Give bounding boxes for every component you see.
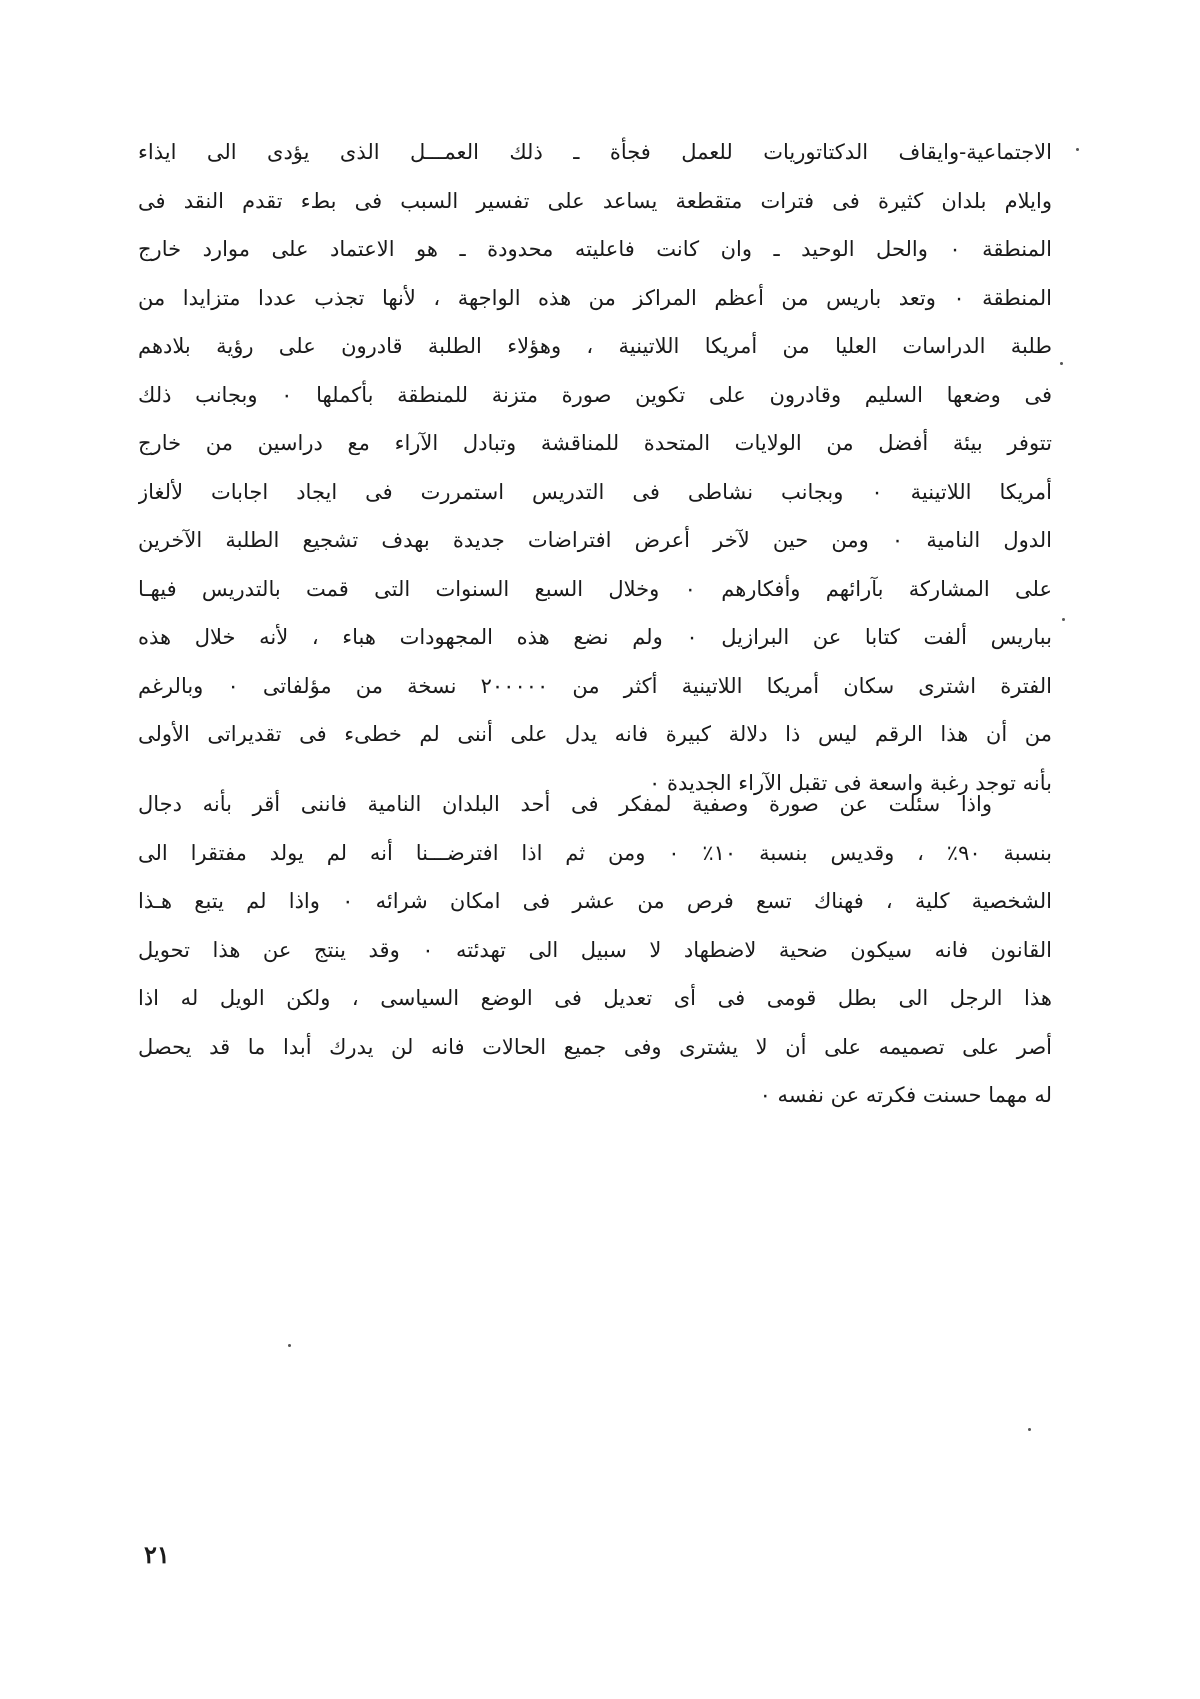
- scan-speck: [1062, 618, 1065, 621]
- text-line: القانون فانه سيكون ضحية لاضطهاد لا سبيل الى تهدئته ٠ وقد ينتج عن هذا تحويل: [138, 937, 1052, 962]
- text-line: الفترة اشترى سكان أمريكا اللاتينية أكثر من ٢٠٠٠٠٠ نسخة من مؤلفاتى ٠ وبالرغم: [138, 673, 1052, 698]
- text-line: فى وضعها السليم وقادرون على تكوين صورة متزنة للمنطقة بأكملها ٠ وبجانب ذلك: [138, 382, 1052, 407]
- scan-speck: [288, 1344, 291, 1347]
- text-line: أمريكا اللاتينية ٠ وبجانب نشاطى فى التدريس استمررت فى ايجاد اجابات لألغاز: [138, 479, 1052, 504]
- text-line: وايلام بلدان كثيرة فى فترات متقطعة يساعد على تفسير السبب فى بطء تقدم النقد فى: [138, 188, 1052, 213]
- scan-speck: [1076, 148, 1079, 151]
- scan-speck: [1060, 362, 1063, 365]
- text-line: المنطقة ٠ والحل الوحيد ـ وان كانت فاعليته محدودة ـ هو الاعتماد على موارد خارج: [138, 237, 1052, 261]
- text-line: بأنه توجد رغبة واسعة فى تقبل الآراء الجديدة ٠: [648, 770, 1052, 795]
- text-line: الشخصية كلية ، فهناك تسع فرص من عشر فى امكان شرائه ٠ واذا لم يتبع هـذا: [138, 889, 1052, 913]
- text-line: بنسبة ٩٠٪ ، وقديس بنسبة ١٠٪ ٠ ومن ثم اذا افترضـــنا أنه لم يولد مفتقرا الى: [138, 840, 1052, 865]
- text-line: الدول النامية ٠ ومن حين لآخر أعرض افتراضات جديدة بهدف تشجيع الطلبة الآخرين: [138, 528, 1052, 552]
- text-line: تتوفر بيئة أفضل من الولايات المتحدة للمناقشة وتبادل الآراء مع دراسين من خارج: [138, 431, 1052, 455]
- text-line: هذا الرجل الى بطل قومى فى أى تعديل فى الوضع السياسى ، ولكن الويل له اذا: [138, 986, 1052, 1010]
- text-line: الاجتماعية-وايقاف الدكتاتوريات للعمل فجأة ـ ذلك العمـــل الذى يؤدى الى ايذاء: [138, 140, 1052, 164]
- text-line: له مهما حسنت فكرته عن نفسه ٠: [759, 1083, 1052, 1107]
- paragraph-1: [138, 128, 1052, 807]
- page-number: ٢١: [144, 1540, 170, 1569]
- scan-speck: [1028, 1428, 1031, 1431]
- text-line: بباريس ألفت كتابا عن البرازيل ٠ ولم نضع هذه المجهودات هباء ، لأنه خلال هذه: [138, 625, 1052, 649]
- text-line: من أن هذا الرقم ليس ذا دلالة كبيرة فانه يدل على أننى لم خطىء فى تقديراتى الأولى: [138, 722, 1052, 746]
- text-line: أصر على تصميمه على أن لا يشترى وفى جميع الحالات فانه لن يدرك أبدا ما قد يحصل: [138, 1034, 1052, 1059]
- paragraph-2: [138, 780, 1052, 1120]
- text-line: على المشاركة بآرائهم وأفكارهم ٠ وخلال السبع السنوات التى قمت بالتدريس فيهـا: [138, 576, 1052, 601]
- text-line: المنطقة ٠ وتعد باريس من أعظم المراكز من هذه الواجهة ، لأنها تجذب عددا متزايدا من: [138, 285, 1052, 310]
- text-line: واذا سئلت عن صورة وصفية لمفكر فى أحد البلدان النامية فاننى أقر بأنه دجال: [138, 792, 992, 816]
- text-line: طلبة الدراسات العليا من أمريكا اللاتينية ، وهؤلاء الطلبة قادرون على رؤية بلادهم: [138, 334, 1052, 358]
